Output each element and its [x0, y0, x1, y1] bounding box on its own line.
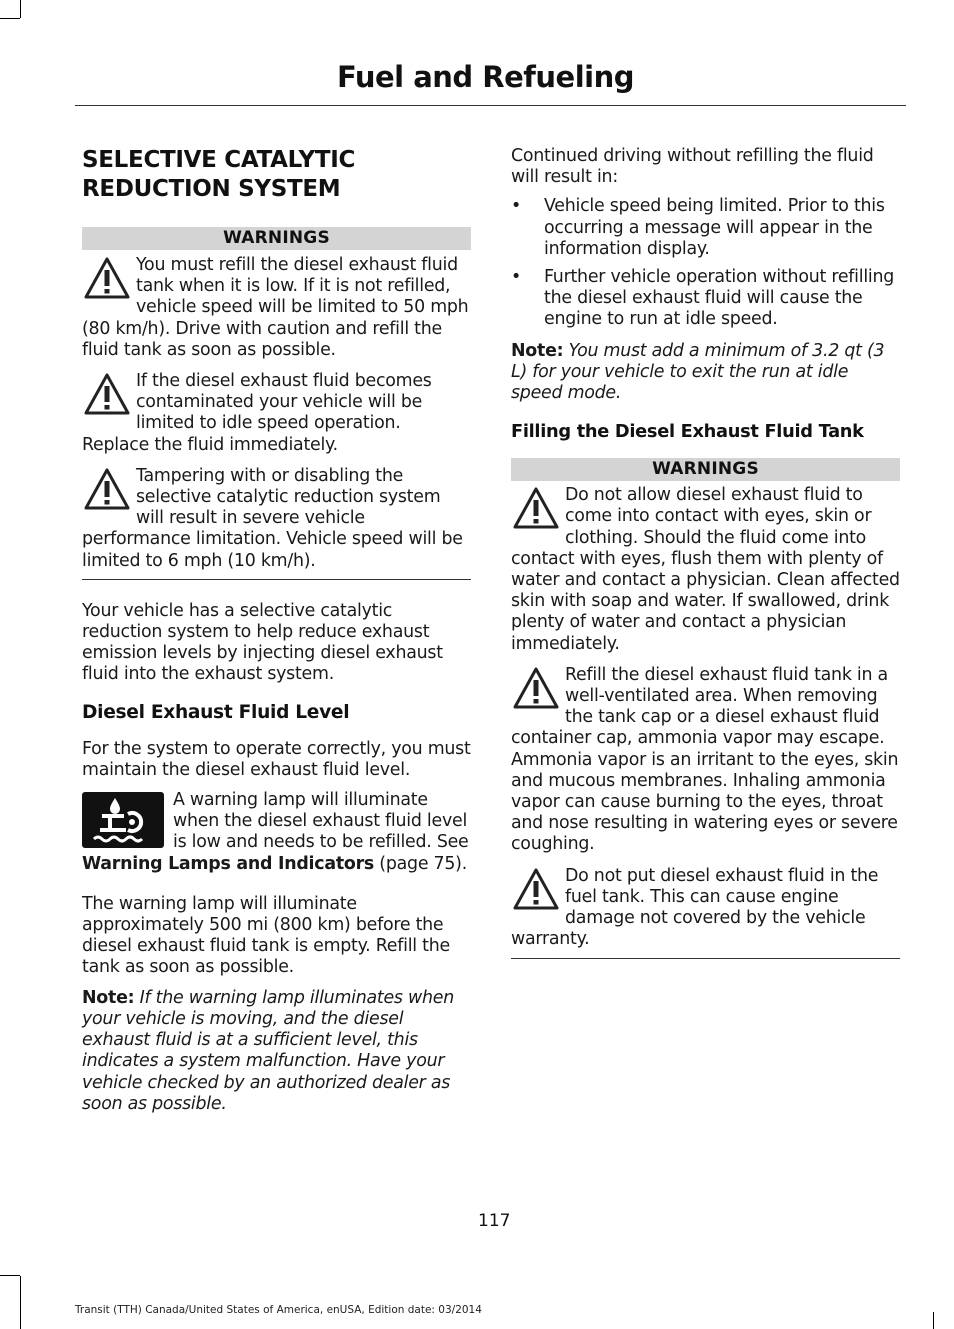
warning-triangle-icon	[511, 866, 561, 912]
crop-mark	[0, 18, 20, 19]
warnings-header: WARNINGS	[511, 458, 900, 481]
warning-text: Tampering with or disabling the selective catalytic reduction system will result in severe vehicle performance limitation. Vehicle speed will be limited to 6 mph (10 km/h).	[82, 465, 463, 571]
section-title: SELECTIVE CATALYTIC REDUCTION SYSTEM	[82, 147, 356, 202]
diesel-exhaust-fluid-lamp-icon	[82, 792, 164, 848]
subheading: Filling the Diesel Exhaust Fluid Tank	[511, 421, 864, 443]
warning-item	[82, 255, 471, 361]
list-item: • Further vehicle operation without refilling the diesel exhaust fluid will cause the engine to run at idle speed.	[511, 267, 895, 330]
crop-mark	[20, 1276, 21, 1329]
lamp-block	[82, 790, 471, 875]
warning-item	[511, 485, 900, 655]
note-paragraph: Note: You must add a minimum of 3.2 qt (3 L) for your vehicle to exit the run at idle speed mode.	[511, 340, 885, 404]
note-paragraph: Note: If the warning lamp illuminates when your vehicle is moving, and the diesel exhaust fluid is at a sufficient level, this indicates a system malfunction. Have your vehicle checked by an authorized dealer as soon as possible.	[82, 987, 454, 1114]
intro-paragraph: Your vehicle has a selective catalytic reduction system to help reduce exhaust emission levels by injecting diesel exhaust fluid into the exhaust system.	[82, 600, 443, 685]
warning-item	[511, 866, 900, 959]
left-column	[82, 146, 471, 1115]
warning-text: Refill the diesel exhaust fluid tank in a well-ventilated area. When removing the tank cap or a diesel exhaust fluid container cap, ammonia vapor may escape. Ammonia vapor is an irritant to the eyes, skin and mucous membranes. Inhaling ammonia vapor can cause burning to the eyes, throat and nose resulting in watering eyes or severe coughing.	[511, 664, 899, 855]
list-item: • Vehicle speed being limited. Prior to this occurring a message will appear in the information display.	[511, 196, 885, 259]
warning-text: If the diesel exhaust fluid becomes contaminated your vehicle will be limited to idle speed operation. Replace the fluid immediately.	[82, 371, 432, 455]
warning-text: Do not put diesel exhaust fluid in the fuel tank. This can cause engine damage not covered by the vehicle warranty.	[511, 865, 879, 950]
warning-triangle-icon	[82, 466, 132, 512]
right-column	[511, 146, 900, 959]
warning-item	[82, 371, 471, 456]
crop-mark	[0, 1275, 20, 1276]
level-paragraph: For the system to operate correctly, you must maintain the diesel exhaust fluid level.	[82, 738, 471, 780]
footer-edition: Transit (TTH) Canada/United States of America, enUSA, Edition date: 03/2014	[75, 1304, 482, 1316]
lamp-paragraph: A warning lamp will illuminate when the diesel exhaust fluid level is low and needs to be refilled. See Warning Lamps and Indicators (page 75).	[82, 790, 469, 874]
warning-item	[82, 466, 471, 580]
warnings-header: WARNINGS	[82, 227, 471, 250]
warning-triangle-icon	[511, 485, 561, 531]
bullet-list	[511, 196, 900, 330]
warning-item	[511, 665, 900, 856]
warning-triangle-icon	[82, 255, 132, 301]
page-title: Fuel and Refueling	[336, 60, 634, 94]
header-rule	[75, 105, 906, 106]
warning-text: You must refill the diesel exhaust fluid tank when it is low. If it is not refilled, vehicle speed will be limited to 50 mph (80 km/h). Drive with caution and refill the fluid tank as soon as possible.	[82, 255, 469, 360]
page-number: 117	[478, 1211, 511, 1231]
warning-triangle-icon	[82, 371, 132, 417]
warning-text: Do not allow diesel exhaust fluid to come into contact with eyes, skin or clothing. Should the fluid come into contact with eyes, flush them with plenty of water and contact a physician. Clean affected skin with soap and water. If swallowed, drink plenty of water and contact a physician immediately.	[511, 485, 900, 654]
subheading: Diesel Exhaust Fluid Level	[82, 701, 350, 723]
crop-mark	[20, 0, 21, 18]
continued-paragraph: Continued driving without refilling the fluid will result in:	[511, 146, 874, 188]
crop-mark	[933, 1312, 934, 1329]
cross-reference-link[interactable]: Warning Lamps and Indicators	[82, 853, 375, 874]
lamp-range-paragraph: The warning lamp will illuminate approximately 500 mi (800 km) before the diesel exhaust fluid tank is empty. Refill the tank as soon as possible.	[82, 893, 450, 978]
warning-triangle-icon	[511, 665, 561, 711]
